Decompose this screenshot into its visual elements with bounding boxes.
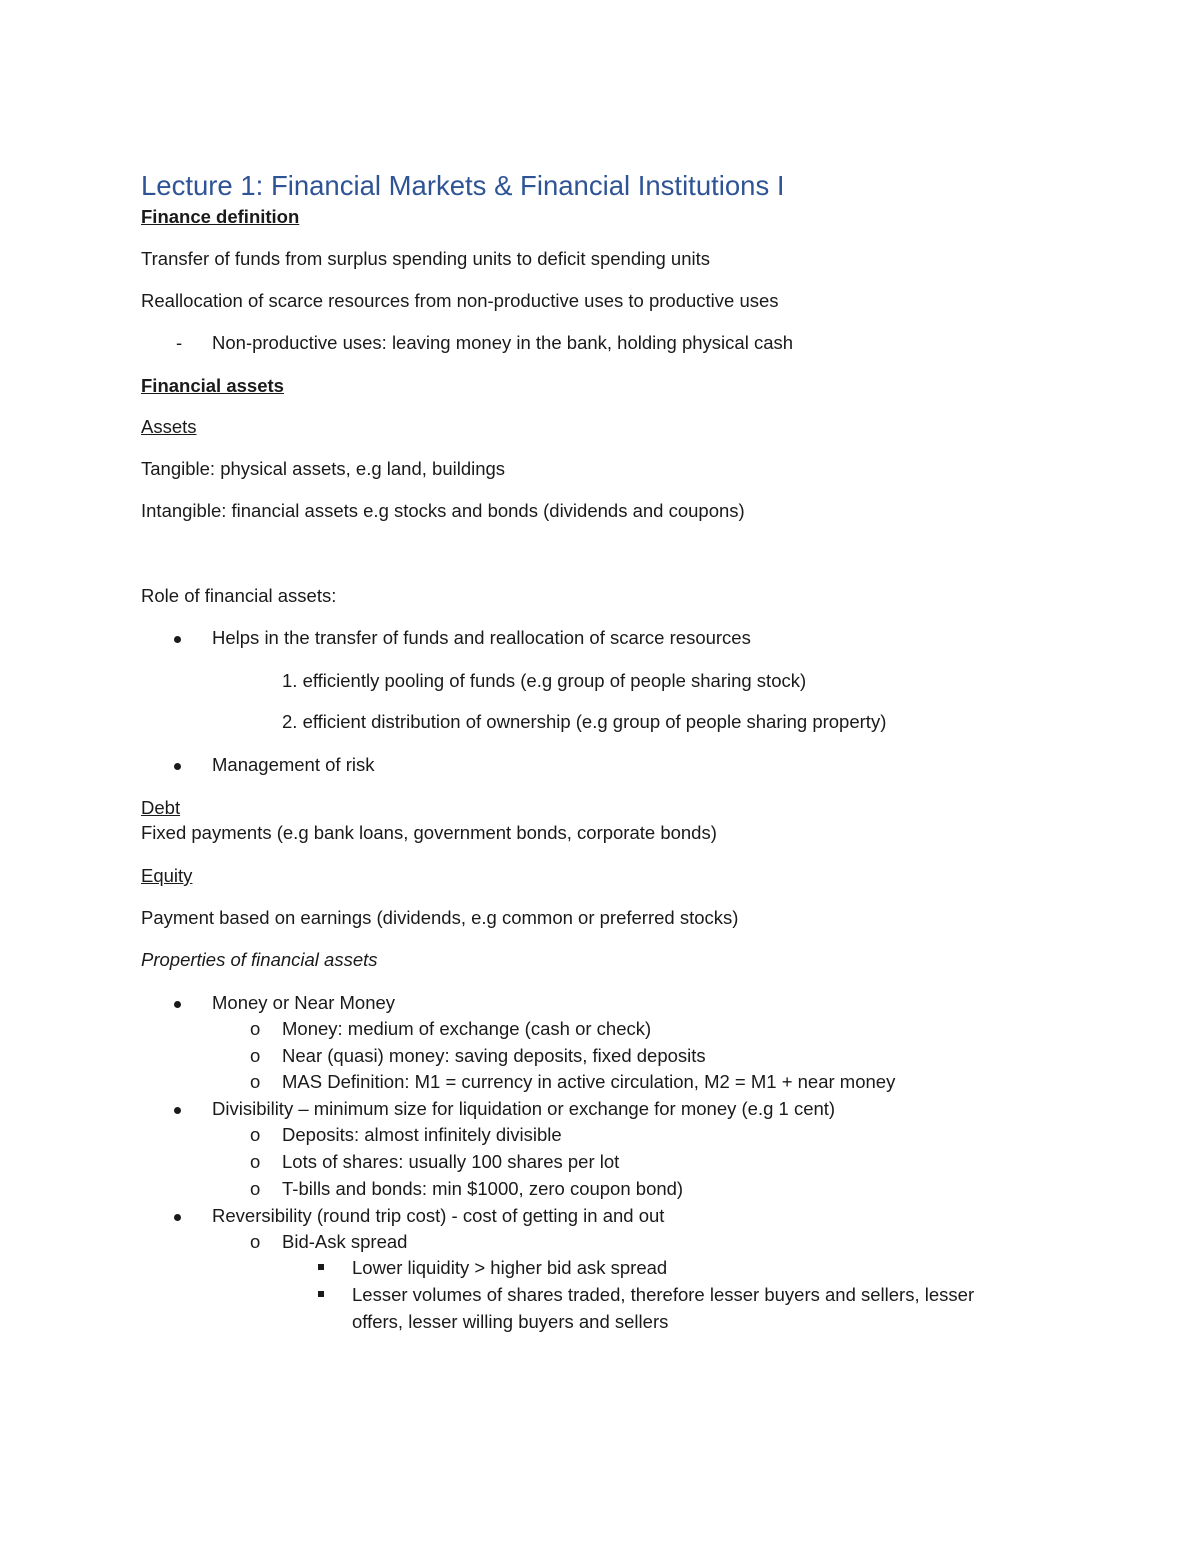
debt-heading: Debt [141, 797, 181, 818]
money-sub-3: MAS Definition: M1 = currency in active circulation, M2 = M1 + near money [282, 1071, 896, 1092]
circle-marker-icon: o [250, 1018, 261, 1039]
assets-heading: Assets [141, 416, 197, 437]
circle-marker-icon: o [250, 1124, 261, 1145]
circle-marker-icon: o [250, 1045, 261, 1066]
bullet-icon [174, 1107, 181, 1114]
debt-text: Fixed payments (e.g bank loans, government bonds, corporate bonds) [141, 822, 717, 843]
role-numbered-2: 2. efficient distribution of ownership (e.g group of people sharing property) [282, 711, 887, 732]
square-bullet-icon [318, 1264, 324, 1270]
circle-marker-icon: o [250, 1178, 261, 1199]
bullet-icon [174, 1001, 181, 1008]
role-bullet-1: Helps in the transfer of funds and reallocation of scarce resources [212, 627, 751, 648]
dash-item: Non-productive uses: leaving money in the bank, holding physical cash [212, 332, 794, 353]
divisibility-sub-2: Lots of shares: usually 100 shares per lot [282, 1151, 620, 1172]
intangible-line: Intangible: financial assets e.g stocks and bonds (dividends and coupons) [141, 500, 745, 521]
money-sub-2: Near (quasi) money: saving deposits, fixed deposits [282, 1045, 706, 1066]
dash-marker: - [176, 332, 183, 353]
money-item: Money or Near Money [212, 992, 396, 1013]
finance-definition-line-1: Transfer of funds from surplus spending units to deficit spending units [141, 248, 711, 269]
circle-marker-icon: o [250, 1231, 261, 1252]
finance-definition-line-2: Reallocation of scarce resources from non-productive uses to productive uses [141, 290, 779, 311]
circle-marker-icon: o [250, 1071, 261, 1092]
role-heading: Role of financial assets: [141, 585, 337, 606]
equity-heading: Equity [141, 865, 193, 886]
role-numbered-1: 1. efficiently pooling of funds (e.g group of people sharing stock) [282, 670, 807, 691]
divisibility-sub-3: T-bills and bonds: min $1000, zero coupon bond) [282, 1178, 684, 1199]
reversibility-detail-2: Lesser volumes of shares traded, therefore lesser buyers and sellers, lesser [352, 1284, 975, 1305]
reversibility-sub-1: Bid-Ask spread [282, 1231, 408, 1252]
divisibility-sub-1: Deposits: almost infinitely divisible [282, 1124, 562, 1145]
page-title: Lecture 1: Financial Markets & Financial Institutions I [141, 170, 785, 201]
reversibility-detail-2-cont: offers, lesser willing buyers and sellers [352, 1311, 669, 1332]
finance-definition-heading: Finance definition [141, 206, 300, 227]
circle-marker-icon: o [250, 1151, 261, 1172]
reversibility-detail-1: Lower liquidity > higher bid ask spread [352, 1257, 668, 1278]
reversibility-item: Reversibility (round trip cost) - cost of getting in and out [212, 1205, 665, 1226]
role-bullet-2: Management of risk [212, 754, 375, 775]
money-sub-1: Money: medium of exchange (cash or check) [282, 1018, 652, 1039]
bullet-icon [174, 636, 181, 643]
financial-assets-heading: Financial assets [141, 375, 284, 396]
tangible-line: Tangible: physical assets, e.g land, buildings [141, 458, 506, 479]
square-bullet-icon [318, 1291, 324, 1297]
divisibility-item: Divisibility – minimum size for liquidation or exchange for money (e.g 1 cent) [212, 1098, 836, 1119]
bullet-icon [174, 1214, 181, 1221]
bullet-icon [174, 763, 181, 770]
equity-text: Payment based on earnings (dividends, e.g common or preferred stocks) [141, 907, 739, 928]
properties-heading: Properties of financial assets [141, 949, 378, 970]
